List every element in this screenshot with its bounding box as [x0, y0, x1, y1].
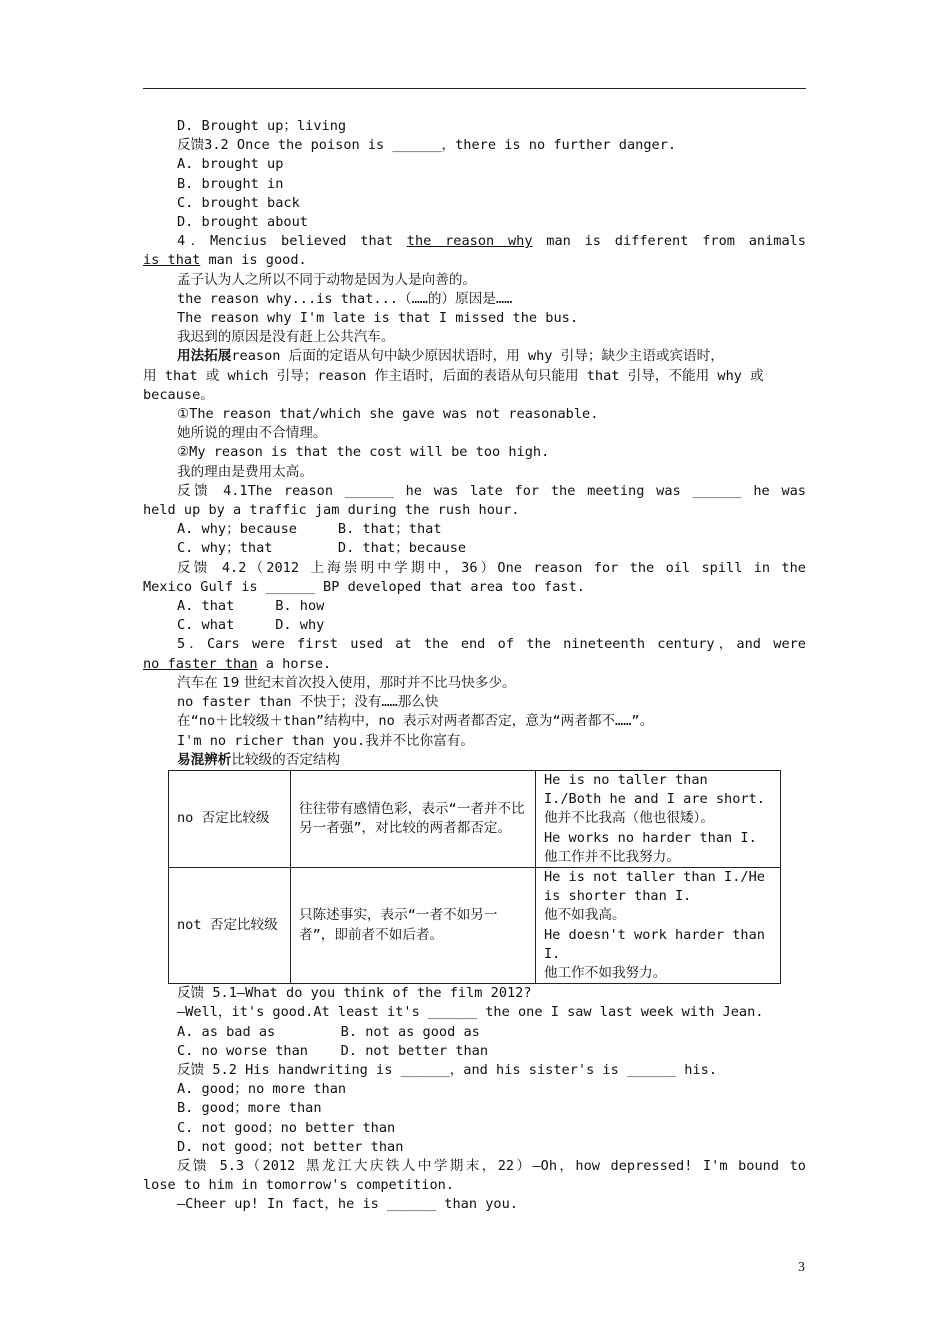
option-line: A. good；no more than: [177, 1081, 347, 1098]
question-4-2-line2: Mexico Gulf is ______ BP developed that area too fast.: [143, 578, 585, 595]
header-rule: [143, 88, 806, 89]
option-line: D. Brought up；living: [177, 118, 347, 134]
table-cell-examples: [536, 770, 781, 867]
rule-line: 在“no＋比较级＋than”结构中，no 表示对两者都否定，意为“两者都不……”。: [177, 713, 654, 730]
option-line: D. brought about: [177, 214, 308, 231]
underlined-phrase: is that: [143, 252, 201, 269]
example-text: 他并不比我高（他也很矮）。: [544, 810, 714, 827]
example-text: I.: [544, 945, 561, 962]
text-span: a horse.: [257, 655, 332, 672]
example-line: The reason why I'm late is that I missed the bus.: [177, 310, 579, 327]
example-text: He is not taller than I./He: [544, 868, 765, 885]
example-text: 他工作并不比我努力。: [544, 848, 680, 865]
table-cell-desc: 只陈述事实，表示“一者不如另一者”，即前者不如后者。: [291, 867, 536, 983]
table-cell-type: no 否定比较级: [169, 770, 291, 867]
example-text: is shorter than I.: [544, 888, 692, 905]
sentence-4-line2: [143, 251, 806, 270]
text-span: 4．Mencius believed that: [177, 233, 407, 250]
option-line: C. no worse than D. not better than: [177, 1042, 488, 1059]
example-text: He is no taller than: [544, 771, 708, 788]
translation-line: 她所说的理由不合情理。: [177, 425, 327, 442]
option-line: C. brought back: [177, 194, 300, 211]
meaning-line: no faster than 不快于；没有……那么快: [177, 694, 439, 711]
table-cell-desc: 往往带有感情色彩，表示“一者并不比另一者强”，对比较的两者都否定。: [291, 770, 536, 867]
option-line: A. as bad as B. not as good as: [177, 1023, 480, 1040]
question-5-1-line1: 反馈 5.1—What do you think of the film 2012?: [177, 985, 532, 1002]
option-line: A. that B. how: [177, 598, 325, 615]
confuse-heading: [143, 751, 806, 770]
question-3-2: 反馈3.2 Once the poison is ______，there is no further danger.: [177, 137, 677, 154]
option-line: A. why；because B. that；that: [177, 521, 442, 538]
example-text: 他不如我高。: [544, 907, 626, 924]
question-5-3-line2: lose to him in tomorrow's competition.: [143, 1177, 454, 1194]
question-5-3-line1: 反馈 5.3（2012 黑龙江大庆铁人中学期末，22）—Oh，how depressed! I'm bound to: [177, 1157, 806, 1174]
example-text: He works no harder than I.: [544, 829, 757, 846]
sentence-4-line1: [143, 232, 806, 251]
question-5-3-line3: —Cheer up! In fact，he is ______ than you.: [177, 1196, 518, 1213]
usage-line2: 用 that 或 which 引导；reason 作主语时，后面的表语从句只能用 that 引导，不能用 why 或: [143, 367, 764, 384]
usage-line1: [143, 347, 806, 366]
underlined-phrase: the reason why: [406, 233, 533, 250]
example-text: He doesn't work harder than: [544, 926, 765, 943]
page-number: 3: [798, 1260, 805, 1275]
underlined-phrase: no faster than: [143, 655, 258, 672]
example-line: I'm no richer than you.我并不比你富有。: [177, 732, 474, 749]
page-content: [143, 117, 806, 1215]
option-line: A. brought up: [177, 156, 284, 173]
confuse-label: 易混辨析: [177, 751, 232, 768]
question-5-2: 反馈 5.2 His handwriting is ______，and his sister's is ______ his.: [177, 1061, 718, 1078]
question-4-2-line1: 反馈 4.2（2012 上海崇明中学期中，36）One reason for the oil spill in the: [177, 559, 806, 576]
text-span: man is good.: [200, 252, 307, 269]
sentence-5-line1: 5．Cars were first used at the end of the nineteenth century，and were: [177, 636, 806, 653]
option-line: C. not good；no better than: [177, 1119, 396, 1136]
option-line: D. not good；not better than: [177, 1138, 404, 1155]
usage-label: 用法拓展: [177, 348, 232, 365]
table-row: [169, 867, 781, 983]
comparison-table: [168, 770, 781, 984]
option-line: C. what D. why: [177, 617, 325, 634]
example-line: ②My reason is that the cost will be too high.: [177, 444, 550, 461]
example-text: I./Both he and I are short.: [544, 791, 765, 808]
option-line: B. good；more than: [177, 1100, 322, 1117]
text-span: man is different from animals: [532, 233, 806, 250]
confuse-title: 比较级的否定结构: [231, 751, 341, 768]
table-cell-type: not 否定比较级: [169, 867, 291, 983]
text-span: reason 后面的定语从句中缺少原因状语时，用 why 引导；缺少主语或宾语时，: [231, 348, 724, 365]
example-text: 他工作不如我努力。: [544, 964, 667, 981]
question-4-1-line1: 反馈 4.1The reason ______ he was late for the meeting was ______ he was: [177, 482, 806, 499]
translation-line: 孟子认为人之所以不同于动物是因为人是向善的。: [177, 271, 477, 288]
usage-line3: because。: [143, 386, 214, 403]
pattern-line: the reason why...is that...（……的）原因是……: [177, 290, 513, 307]
translation-line: 我迟到的原因是没有赶上公共汽车。: [177, 329, 395, 346]
question-4-1-line2: held up by a traffic jam during the rush hour.: [143, 502, 520, 519]
question-5-1-line2: —Well，it's good.At least it's ______ the one I saw last week with Jean.: [177, 1004, 764, 1021]
sentence-5-line2: [143, 655, 806, 674]
translation-line: 汽车在 19 世纪末首次投入使用，那时并不比马快多少。: [177, 674, 516, 691]
translation-line: 我的理由是费用太高。: [177, 463, 313, 480]
example-line: ①The reason that/which she gave was not reasonable.: [177, 406, 599, 423]
option-line: C. why；that D. that；because: [177, 540, 467, 557]
option-line: B. brought in: [177, 175, 284, 192]
table-cell-examples: [536, 867, 781, 983]
table-row: [169, 770, 781, 867]
